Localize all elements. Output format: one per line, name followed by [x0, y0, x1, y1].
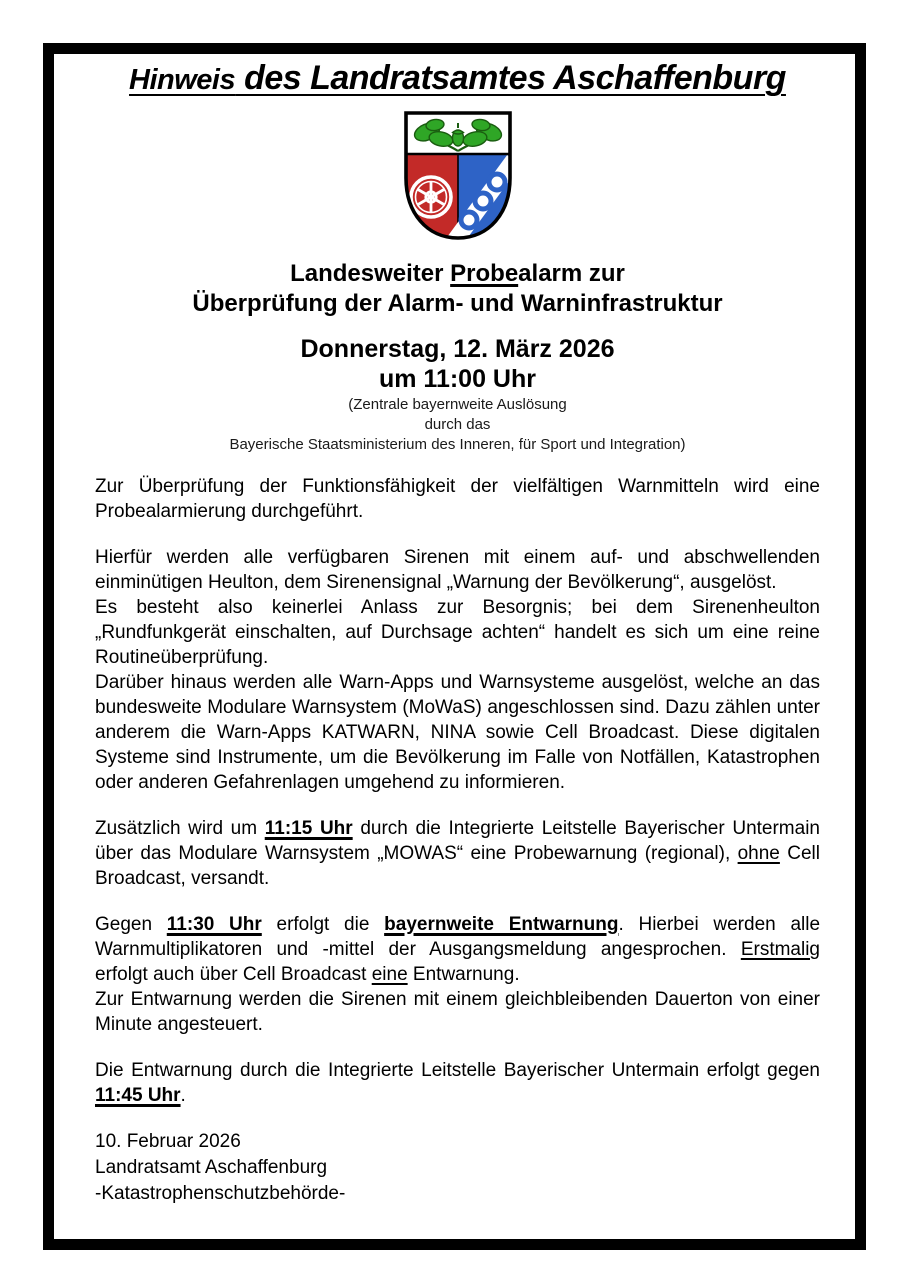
event-datetime [95, 334, 820, 394]
event-time: um 11:00 Uhr [378, 365, 536, 393]
event-note [95, 395, 820, 455]
notice-heading-line2: Überprüfung der Alarm- und Warninfrastruktur [192, 290, 723, 317]
coat-of-arms-icon [400, 108, 516, 244]
body-paragraph: Hierfür werden alle verfügbaren Sirenen mit einem auf- und abschwellenden einminütigen Heulton, dem Sirenensignal „Warnung der Bevölkerung“, ausgelöst. Es besteht also keinerlei Anlass zur Besorgnis; bei dem Sirenenheulton „Rundfunkgerät einschalten, auf Durchsage achten“ handelt es sich um eine reine Routineüberprüfung. Darüber hinaus werden alle Warn-Apps und Warnsysteme ausgelöst, welche an das bundesweite Modulare Warnsystem (MoWaS) angeschlossen sind. Dazu zählen unter anderem die Warn-Apps KATWARN, NINA sowie Cell Broadcast. Diese digitalen Systeme sind Instrumente, um die Bevölkerung im Falle von Notfällen, Katastrophen oder anderen Gefahrenlagen umgehend zu informieren. [95, 547, 820, 793]
signature-block [95, 1129, 820, 1207]
body-text [95, 474, 820, 1108]
document-border-frame [43, 43, 866, 1250]
notice-heading-line1 [95, 259, 820, 289]
body-paragraph: Zur Überprüfung der Funktionsfähigkeit der vielfältigen Warnmitteln wird eine Probealarmierung durchgeführt. [95, 476, 820, 522]
heading-line1-pre: Landesweiter [290, 260, 451, 287]
document-content [54, 54, 855, 1217]
document-title [95, 56, 820, 103]
heading-line1-underlined: Probe [450, 260, 519, 287]
signature-dept: -Katastrophenschutzbehörde- [95, 1183, 346, 1204]
heading-line1-post: alarm zur [518, 260, 625, 287]
signature-date: 10. Februar 2026 [95, 1131, 241, 1152]
document-title-main: des Landratsamtes Aschaffenburg [235, 59, 786, 97]
event-note-line: Bayerische Staatsministerium des Inneren, für Sport und Integration) [229, 436, 686, 453]
body-paragraph: Gegen 11:30 Uhr erfolgt die bayernweite Entwarnung. Hierbei werden alle Warnmultiplikatoren und -mittel der Ausgangsmeldung angesprochen. Erstmalig erfolgt auch über Cell Broadcast eine Entwarnung. Zur Entwarnung werden die Sirenen mit einem gleichbleibenden Dauerton von einer Minute angesteuert. [95, 914, 821, 1035]
body-paragraph: Zusätzlich wird um 11:15 Uhr durch die Integrierte Leitstelle Bayerischer Untermain über das Modulare Warnsystem „MOWAS“ eine Probewarnung (regional), ohne Cell Broadcast, versandt. [95, 818, 820, 889]
notice-heading [95, 259, 820, 319]
signature-org: Landratsamt Aschaffenburg [95, 1157, 328, 1178]
document-title-prefix: Hinweis [129, 64, 236, 96]
coat-of-arms-container [95, 108, 820, 244]
event-date: Donnerstag, 12. März 2026 [300, 335, 615, 363]
body-paragraph: Die Entwarnung durch die Integrierte Leitstelle Bayerischer Untermain erfolgt gegen 11:45 Uhr. [95, 1060, 820, 1106]
event-note-line: (Zentrale bayernweite Auslösung [348, 396, 567, 413]
event-note-line: durch das [424, 416, 491, 433]
